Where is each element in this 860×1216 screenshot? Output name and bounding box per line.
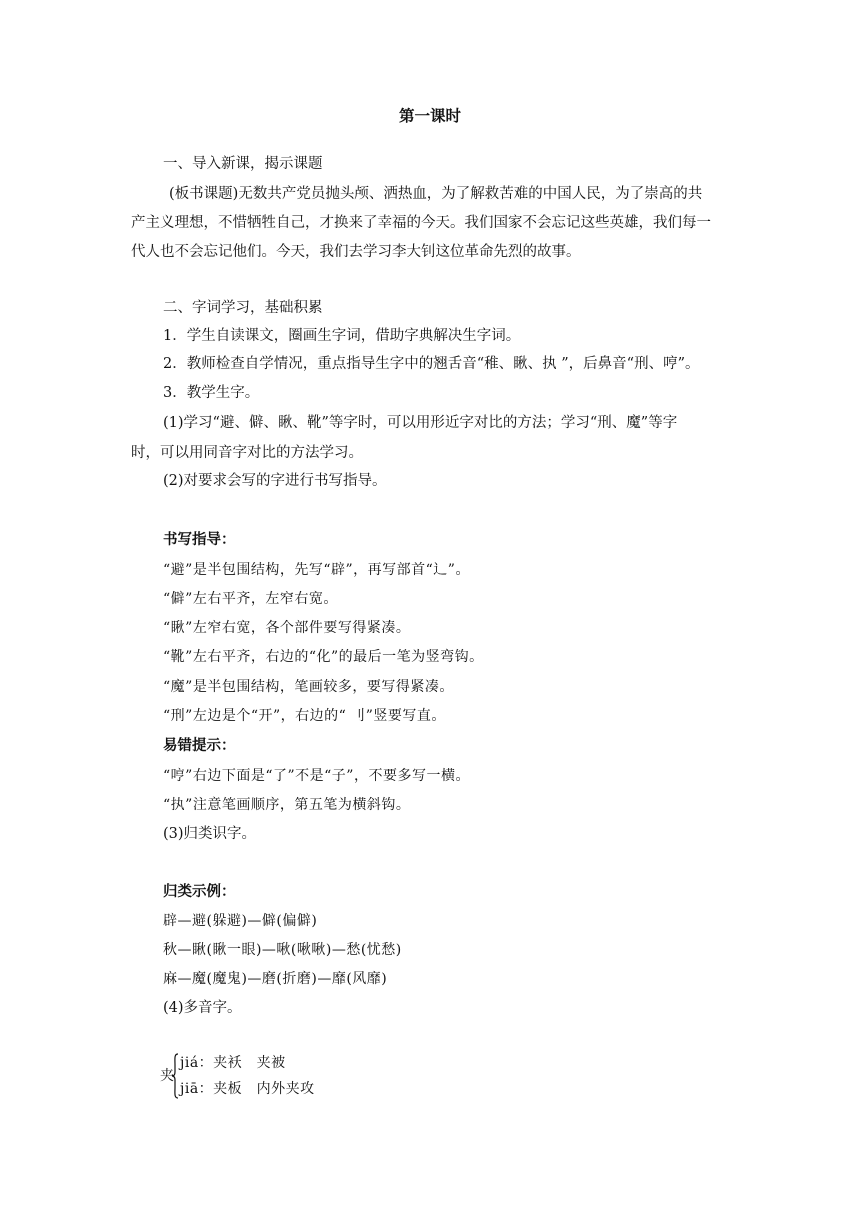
classification-line: 秋—瞅(瞅一眼)—啾(啾啾)—愁(忧愁) bbox=[163, 942, 402, 958]
page-title: 第一课时 bbox=[398, 107, 461, 125]
guide-line: “刑”左边是个“开”，右边的“ 刂”竖要写直。 bbox=[163, 708, 446, 724]
section-heading-vocab: 二、字词学习，基础积累 bbox=[163, 300, 323, 316]
list-item: 2．教师检查自学情况，重点指导生字中的翘舌音“稚、瞅、执 ”，后鼻音“刑、哼”。 bbox=[163, 356, 700, 372]
classification-line: 辟—避(躲避)—僻(偏僻) bbox=[163, 913, 318, 929]
list-item: (4)多音字。 bbox=[163, 1000, 242, 1016]
tip-line: “执”注意笔画顺序，第五笔为横斜钩。 bbox=[163, 797, 411, 813]
tip-line: “哼”右边下面是“了”不是“子”，不要多写一横。 bbox=[163, 768, 470, 784]
list-item: (2)对要求会写的字进行书写指导。 bbox=[163, 473, 387, 489]
polyphone-reading: jiā：夹板 内外夹攻 bbox=[180, 1081, 315, 1097]
list-item: (3)归类识字。 bbox=[163, 826, 257, 842]
section-heading-intro: 一、导入新课，揭示课题 bbox=[163, 156, 323, 172]
polyphone-char: 夹 bbox=[160, 1068, 175, 1084]
guide-line: “僻”左右平齐，左窄右宽。 bbox=[163, 591, 338, 607]
paragraph-line: 产主义理想，不惜牺牲自己，才换来了幸福的今天。我们国家不会忘记这些英雄，我们每一 bbox=[131, 215, 711, 231]
classification-heading: 归类示例： bbox=[163, 884, 236, 900]
brace-icon bbox=[171, 1053, 179, 1099]
writing-guide-heading: 书写指导： bbox=[163, 532, 236, 548]
paragraph-line: 代人也不会忘记他们。今天，我们去学习李大钊这位革命先烈的故事。 bbox=[131, 244, 581, 260]
guide-line: “瞅”左窄右宽，各个部件要写得紧凑。 bbox=[163, 620, 411, 636]
guide-line: “避”是半包围结构，先写“辟”，再写部首“辶”。 bbox=[163, 562, 470, 578]
error-tips-heading: 易错提示： bbox=[163, 738, 236, 754]
list-item: 1．学生自读课文，圈画生字词，借助字典解决生字词。 bbox=[163, 328, 521, 344]
guide-line: “靴”左右平齐，右边的“化”的最后一笔为竖弯钩。 bbox=[163, 649, 484, 665]
list-item: (1)学习“避、僻、瞅、靴”等字时，可以用形近字对比的方法；学习“刑、魔”等字 bbox=[163, 415, 678, 431]
list-item: 3．教学生字。 bbox=[163, 385, 260, 401]
list-item: 时，可以用同音字对比的方法学习。 bbox=[131, 445, 363, 461]
classification-line: 麻—魔(魔鬼)—磨(折磨)—靡(风靡) bbox=[163, 971, 388, 987]
polyphone-reading: jiá：夹袄 夹被 bbox=[180, 1055, 286, 1071]
guide-line: “魔”是半包围结构，笔画较多，要写得紧凑。 bbox=[163, 679, 454, 695]
paragraph-line: (板书课题)无数共产党员抛头颅、洒热血，为了解救苦难的中国人民，为了崇高的共 bbox=[169, 186, 703, 202]
